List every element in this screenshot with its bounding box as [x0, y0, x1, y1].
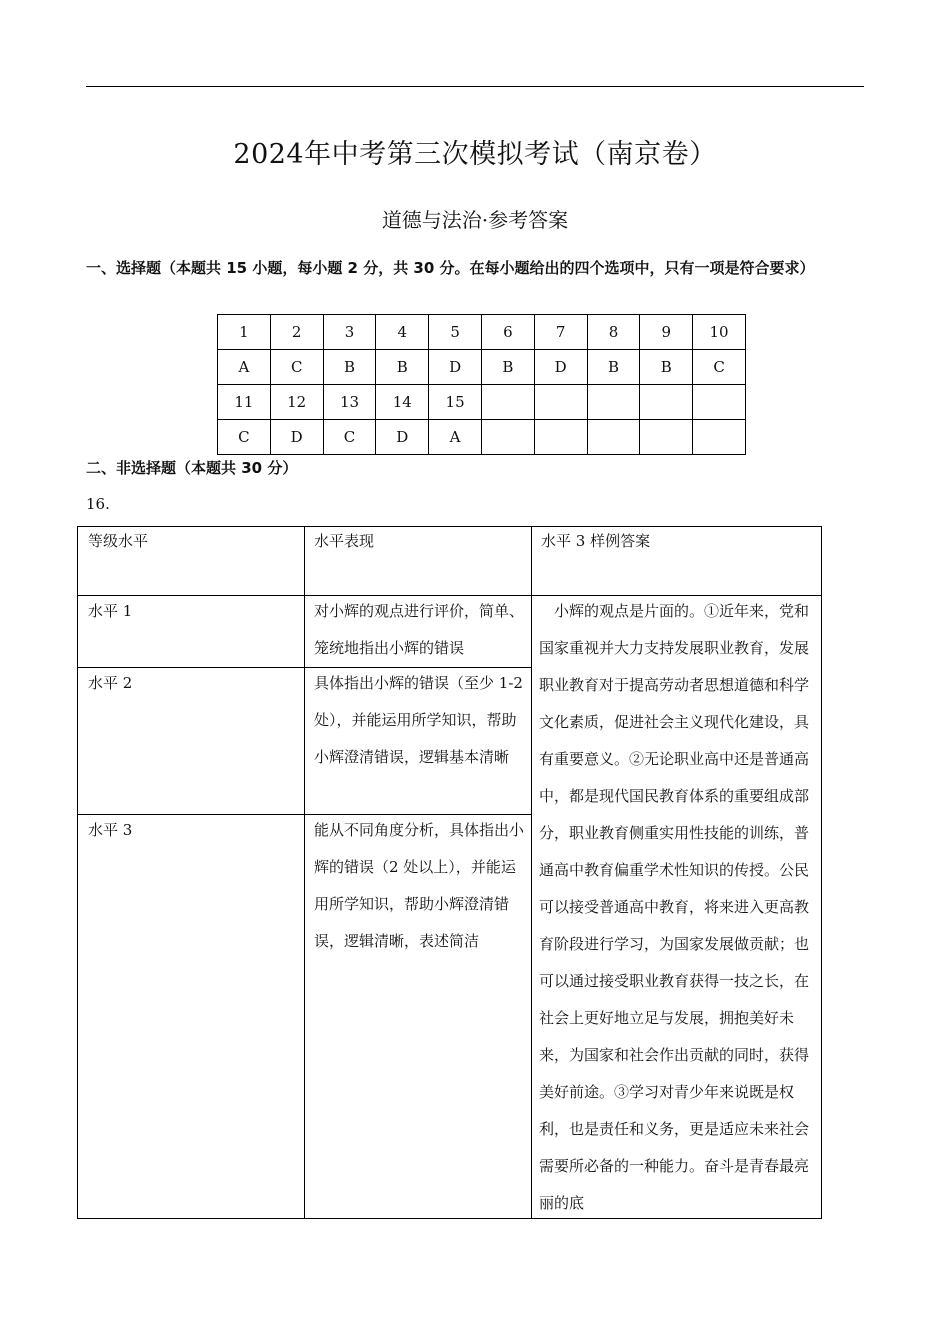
level-3-name: 水平 3 — [88, 821, 133, 839]
answer-cell: B — [481, 350, 534, 385]
question-number: 16. — [86, 495, 110, 513]
answer-cell: D — [270, 420, 323, 455]
answer-cell: B — [376, 350, 429, 385]
answer-cell — [481, 385, 534, 420]
level-1-desc: 对小辉的观点进行评价，简单、笼统地指出小辉的错误 — [314, 602, 525, 657]
answer-cell: D — [534, 350, 587, 385]
answer-table-row — [218, 420, 746, 455]
answer-cell: B — [323, 350, 376, 385]
level-3-desc: 能从不同角度分析，具体指出小辉的错误（2 处以上），并能运用所学知识，帮助小辉澄清错误，逻辑清晰，表述简洁 — [314, 821, 525, 950]
answer-cell — [693, 385, 746, 420]
answer-cell: 7 — [534, 315, 587, 350]
answer-cell: 5 — [429, 315, 482, 350]
answer-cell: 8 — [587, 315, 640, 350]
answer-cell — [534, 420, 587, 455]
answer-cell — [481, 420, 534, 455]
rubric-table — [77, 526, 822, 1219]
rubric-header-level: 等级水平 — [88, 532, 149, 550]
level-2-desc: 具体指出小辉的错误（至少 1-2 处），并能运用所学知识，帮助小辉澄清错误，逻辑基本清晰 — [314, 674, 523, 766]
answer-cell: 4 — [376, 315, 429, 350]
rubric-border-bottom — [77, 1218, 822, 1219]
rubric-header-sample: 水平 3 样例答案 — [541, 532, 651, 550]
answer-cell: B — [587, 350, 640, 385]
rubric-divider-col1 — [304, 526, 305, 1219]
page-title: 2024年中考第三次模拟考试（南京卷） — [233, 139, 717, 170]
section2-heading: 二、非选择题（本题共 30 分） — [86, 459, 298, 477]
answer-cell: A — [218, 350, 271, 385]
answer-table-row — [218, 315, 746, 350]
answer-cell: 9 — [640, 315, 693, 350]
rubric-header-performance: 水平表现 — [314, 532, 375, 550]
answer-table-row — [218, 350, 746, 385]
answer-cell: D — [429, 350, 482, 385]
answer-cell: 12 — [270, 385, 323, 420]
answer-cell — [640, 385, 693, 420]
answer-cell — [587, 385, 640, 420]
answer-cell: A — [429, 420, 482, 455]
answer-cell: 2 — [270, 315, 323, 350]
answer-cell — [534, 385, 587, 420]
answer-cell: 14 — [376, 385, 429, 420]
section1-heading: 一、选择题（本题共 15 小题，每小题 2 分，共 30 分。在每小题给出的四个选项中，只有一项是符合要求） — [86, 259, 815, 277]
answer-cell: 15 — [429, 385, 482, 420]
sample-answer: 小辉的观点是片面的。①近年来，党和国家重视并大力支持发展职业教育，发展职业教育对于提高劳动者思想道德和科学文化素质，促进社会主义现代化建设，具有重要意义。②无论职业高中还是普通高中，都是现代国民教育体系的重要组成部分，职业教育侧重实用性技能的训练，普通高中教育偏重学术性知识的传授。公民可以接受普通高中教育，将来进入更高教育阶段进行学习，为国家发展做贡献；也可以通过接受职业教育获得一技之长，在社会上更好地立足与发展，拥抱美好未来，为国家和社会作出贡献的同时，获得美好前途。③学习对青少年来说既是权利，也是责任和义务，更是适应未来社会需要所必备的一种能力。奋斗是青春最亮丽的底 — [539, 602, 810, 1212]
answer-cell: 3 — [323, 315, 376, 350]
rubric-border-top — [77, 526, 822, 527]
answer-cell: C — [218, 420, 271, 455]
answer-cell — [640, 420, 693, 455]
answer-cell — [693, 420, 746, 455]
answer-cell: 13 — [323, 385, 376, 420]
level-1-name: 水平 1 — [88, 602, 133, 620]
answer-cell: 10 — [693, 315, 746, 350]
answer-cell: 1 — [218, 315, 271, 350]
answer-cell — [587, 420, 640, 455]
answer-cell: C — [270, 350, 323, 385]
answer-cell: D — [376, 420, 429, 455]
rubric-border-left — [77, 526, 78, 1219]
answer-cell: 6 — [481, 315, 534, 350]
answer-cell: B — [640, 350, 693, 385]
answer-cell: 11 — [218, 385, 271, 420]
level-2-name: 水平 2 — [88, 674, 133, 692]
answer-cell: C — [323, 420, 376, 455]
answer-cell: C — [693, 350, 746, 385]
page-subtitle: 道德与法治·参考答案 — [381, 208, 569, 232]
rubric-border-right — [821, 526, 822, 1219]
answer-table-row — [218, 385, 746, 420]
top-rule — [86, 86, 864, 87]
rubric-divider-col2 — [531, 526, 532, 1219]
answer-table — [217, 314, 746, 455]
